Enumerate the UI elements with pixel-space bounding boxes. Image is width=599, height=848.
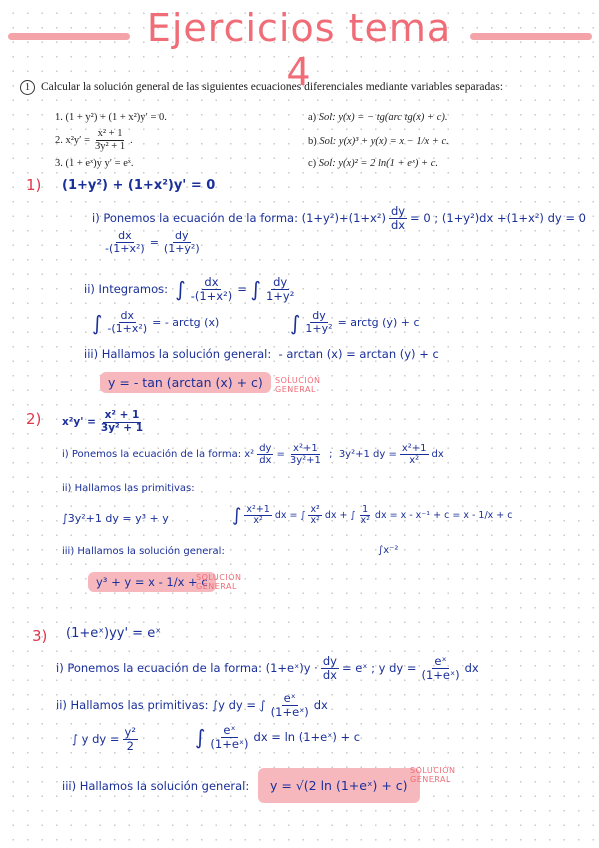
integral-sign: ∫	[92, 310, 103, 335]
section-3-step1: i) Ponemos la ecuación de la forma: (1+eˣ)y · $\frac{dy}{dx}$ = eˣ ; y dy = $\frac{\text{eˣ}}{\text{(1+eˣ)}}$ dx	[56, 654, 479, 682]
solution-c: c) Sol: y(x)² = 2 ln(1 + eˣ) + c.	[308, 158, 438, 169]
section-1-solution-tag: SOLUCIÓN GENERAL	[275, 376, 321, 394]
section-1-primitive-right: ∫ $\frac{dy}{\text{1+y²}}$ = arctg (y) + c	[290, 309, 420, 336]
section-2-integral-2: ∫ $\frac{\text{x²+1}}{\text{x²}}$ dx = ∫ $\frac{\text{x²}}{\text{x²}}$ dx + ∫ $\frac{1}{\text{x²}}$ dx = x - x⁻¹ + c = x - 1/x + c	[232, 504, 513, 527]
title-decoration-left	[8, 33, 130, 40]
section-3-integral-b: ∫ $\frac{\text{eˣ}}{\text{(1+eˣ)}}$ dx = ln (1+eˣ) + c	[195, 723, 361, 751]
integral-sign: ∫	[250, 277, 261, 302]
section-3-number: 3)	[32, 627, 48, 645]
integral-sign: ∫	[232, 505, 242, 527]
section-1-step1: i) Ponemos la ecuación de la forma: (1+y²)+(1+x²) $\frac{dy}{dx}$ = 0 ; (1+y²)dx +(1+x²) dy = 0	[92, 204, 586, 232]
section-3-header: (1+eˣ)yy' = eˣ	[66, 626, 161, 641]
section-1-primitive-left: ∫ $\frac{dx}{\text{-(1+x²)}}$ = - arctg (x)	[92, 309, 220, 336]
section-1-step2: ii) Integramos: ∫ $\frac{dx}{\text{-(1+x²)}}$ = ∫ $\frac{dy}{\text{1+y²}}$	[84, 275, 295, 303]
section-1-number: 1)	[26, 176, 42, 194]
section-3-solution-tag: SOLUCIÓN GENERAL	[410, 766, 456, 784]
integral-sign: ∫	[175, 277, 186, 302]
section-2-integral-1: ∫3y²+1 dy = y³ + y	[62, 512, 169, 525]
solution-a: a) Sol: y(x) = − tg(arc tg(x) + c).	[308, 112, 448, 123]
section-2-step2: ii) Hallamos las primitivas:	[62, 483, 195, 494]
section-3-step3: iii) Hallamos la solución general:	[62, 779, 250, 793]
section-3-final-solution: y = √(2 ln (1+eˣ) + c)	[258, 768, 420, 803]
section-2-final-solution: y³ + y = x - 1/x + c	[88, 572, 216, 592]
section-2-number: 2)	[26, 410, 42, 428]
integral-sign: ∫	[195, 725, 206, 750]
problem-item-2-fraction: $\frac{\text{x² + 1}}{\text{3y² + 1}}$	[95, 128, 126, 152]
section-1-separated: $\frac{dx}{\text{-(1+x²)}}$ = $\frac{dy}{\text{(1+y²)}}$	[105, 229, 200, 256]
section-2-solution-tag: SOLUCIÓN GENERAL	[196, 573, 242, 591]
problem-statement	[20, 80, 590, 95]
problem-item-1: 1. (1 + y²) + (1 + x²)y′ = 0.	[55, 112, 167, 123]
section-2-step1: i) Ponemos la ecuación de la forma: x² $\frac{dy}{dx}$ = $\frac{\text{x²+1}}{\text{3y²+1}}$ ; 3y²+1 dy = $\frac{\text{x²+1}}{\text{x²}}$ dx	[62, 443, 444, 466]
problem-text: Calcular la solución general de las siguientes ecuaciones diferenciales mediante variables separadas:	[41, 81, 504, 93]
section-3-step2: ii) Hallamos las primitivas: ∫y dy = ∫ $\frac{\text{eˣ}}{\text{(1+eˣ)}}$ dx	[56, 691, 328, 719]
problem-item-3: 3. (1 + eˣ)y y′ = eˣ.	[55, 158, 134, 169]
section-1-header: (1+y²) + (1+x²)y' = 0	[62, 178, 216, 193]
section-2-step3: iii) Hallamos la solución general:	[62, 546, 225, 557]
solution-b: b) Sol: y(x)³ + y(x) = x − 1/x + c.	[308, 136, 449, 147]
section-2-header: x²y' = $\frac{\text{x² + 1}}{\text{3y² + 1}}$	[62, 409, 144, 434]
section-1-final-solution: y = - tan (arctan (x) + c)	[100, 372, 271, 393]
section-3-integral-a: ∫ y dy = $\frac{\text{y²}}{2}$	[72, 725, 136, 753]
problem-number: 1	[20, 80, 35, 95]
page-title: Ejercicios tema 4	[146, 6, 452, 94]
integral-sign: ∫	[290, 310, 301, 335]
section-2-integral-note: ∫x⁻²	[378, 545, 399, 556]
problem-item-2: 2. x²y′ = $\frac{\text{x² + 1}}{\text{3y² + 1}}$ .	[55, 128, 133, 152]
section-1-step3: iii) Hallamos la solución general: - arctan (x) = arctan (y) + c	[84, 347, 439, 361]
title-decoration-right	[470, 33, 592, 40]
